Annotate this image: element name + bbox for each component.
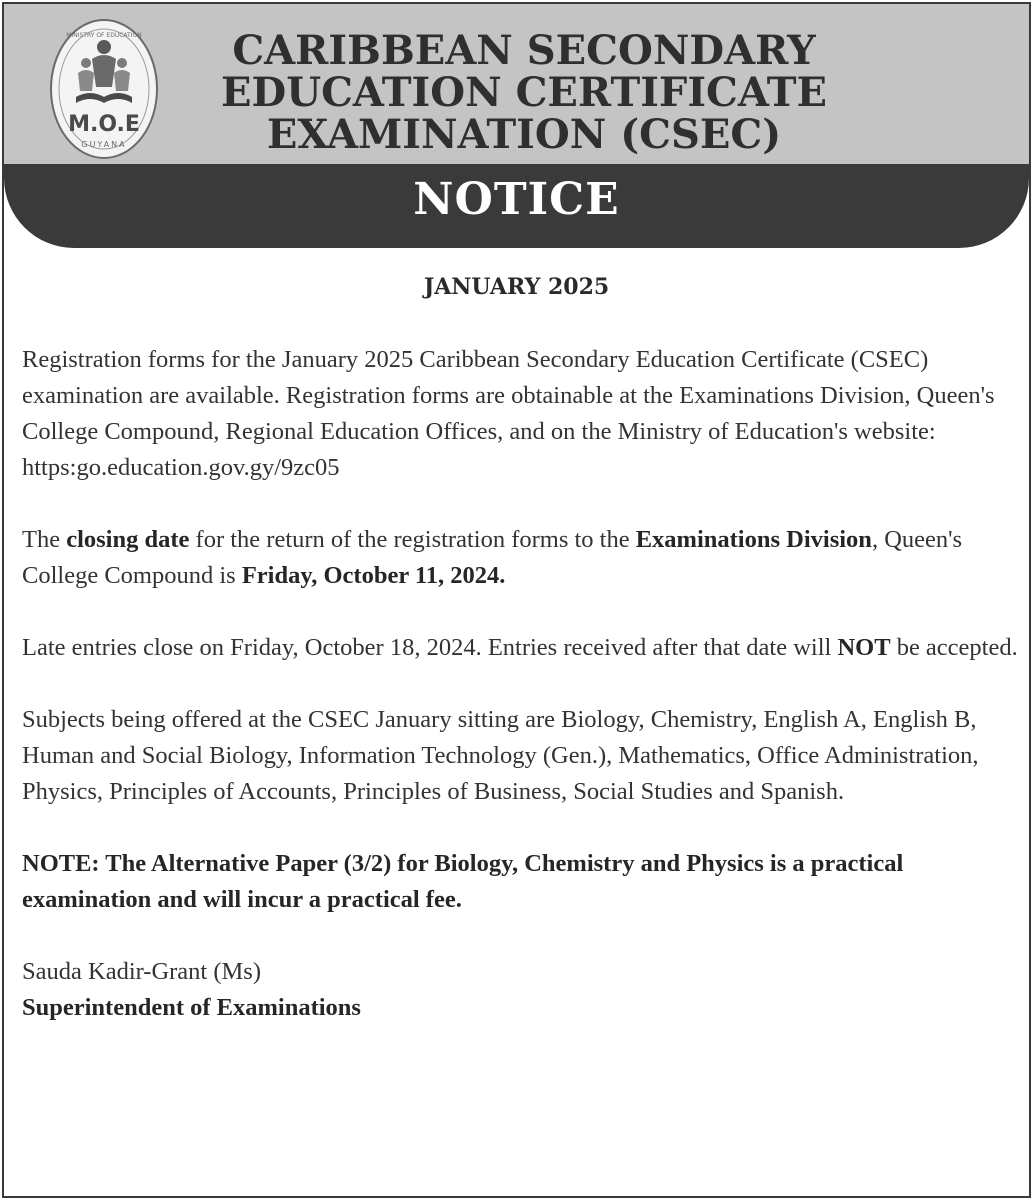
moe-logo-text: M.O.E: [68, 112, 140, 137]
exam-title-line-3: EXAMINATION (CSEC): [266, 111, 782, 158]
examinations-division-label: Examinations Division: [635, 526, 872, 553]
notice-body: [22, 342, 1022, 1026]
closing-text-1: The: [22, 526, 67, 553]
moe-logo-country: GUYANA: [81, 140, 127, 149]
notice-date: JANUARY 2025: [423, 274, 610, 300]
not-emphasis: NOT: [837, 634, 891, 661]
subjects-paragraph: Subjects being offered at the CSEC January sitting are Biology, Chemistry, English A, English B, Human and Social Biology, Information Technology (Gen.), Mathematics, Office Administration, Physics, Principles of Accounts, Principles of Business, Social Studies and Spanish.: [22, 706, 979, 805]
notice-heading: NOTICE: [413, 174, 620, 225]
exam-title: [164, 27, 884, 158]
signature-block: [22, 954, 1022, 1026]
closing-date-paragraph: [22, 522, 1022, 594]
closing-date-value: Friday, October 11, 2024.: [241, 562, 506, 589]
exam-title-line-1: CARIBBEAN SECONDARY: [232, 27, 816, 74]
signatory-title: Superintendent of Examinations: [22, 994, 361, 1021]
exam-title-line-2: EDUCATION CERTIFICATE: [221, 69, 827, 116]
closing-text-2: for the return of the registration forms to the: [189, 526, 636, 553]
signatory-name: Sauda Kadir-Grant (Ms): [22, 958, 261, 985]
moe-logo-ring-text: MINISTRY OF EDUCATION: [66, 32, 142, 39]
notice-frame: [2, 2, 1031, 1198]
late-entries-text-1: Late entries close on Friday, October 18, 2024. Entries received after that date will: [22, 634, 838, 661]
header-banner: [4, 4, 1029, 164]
notice-band: [4, 164, 1029, 248]
registration-paragraph: [22, 342, 1022, 486]
registration-text: Registration forms for the January 2025 Caribbean Secondary Education Certificate (CSEC) examination are available. Registration forms are obtainable at the Examinations Division, Queen's College Compound, Regional Education Offices, and on the Ministry of Education's website:: [22, 346, 995, 445]
closing-date-label: closing date: [66, 526, 190, 553]
practical-note: NOTE: The Alternative Paper (3/2) for Biology, Chemistry and Physics is a practical examination and will incur a practical fee.: [22, 850, 904, 913]
closing-text-3: , Queen's College Compound is: [22, 526, 963, 589]
moe-logo: [48, 17, 160, 162]
late-entries-text-2: be accepted.: [890, 634, 1018, 661]
late-entries-paragraph: [22, 630, 1022, 666]
website-url: https:go.education.gov.gy/9zc05: [22, 454, 340, 481]
